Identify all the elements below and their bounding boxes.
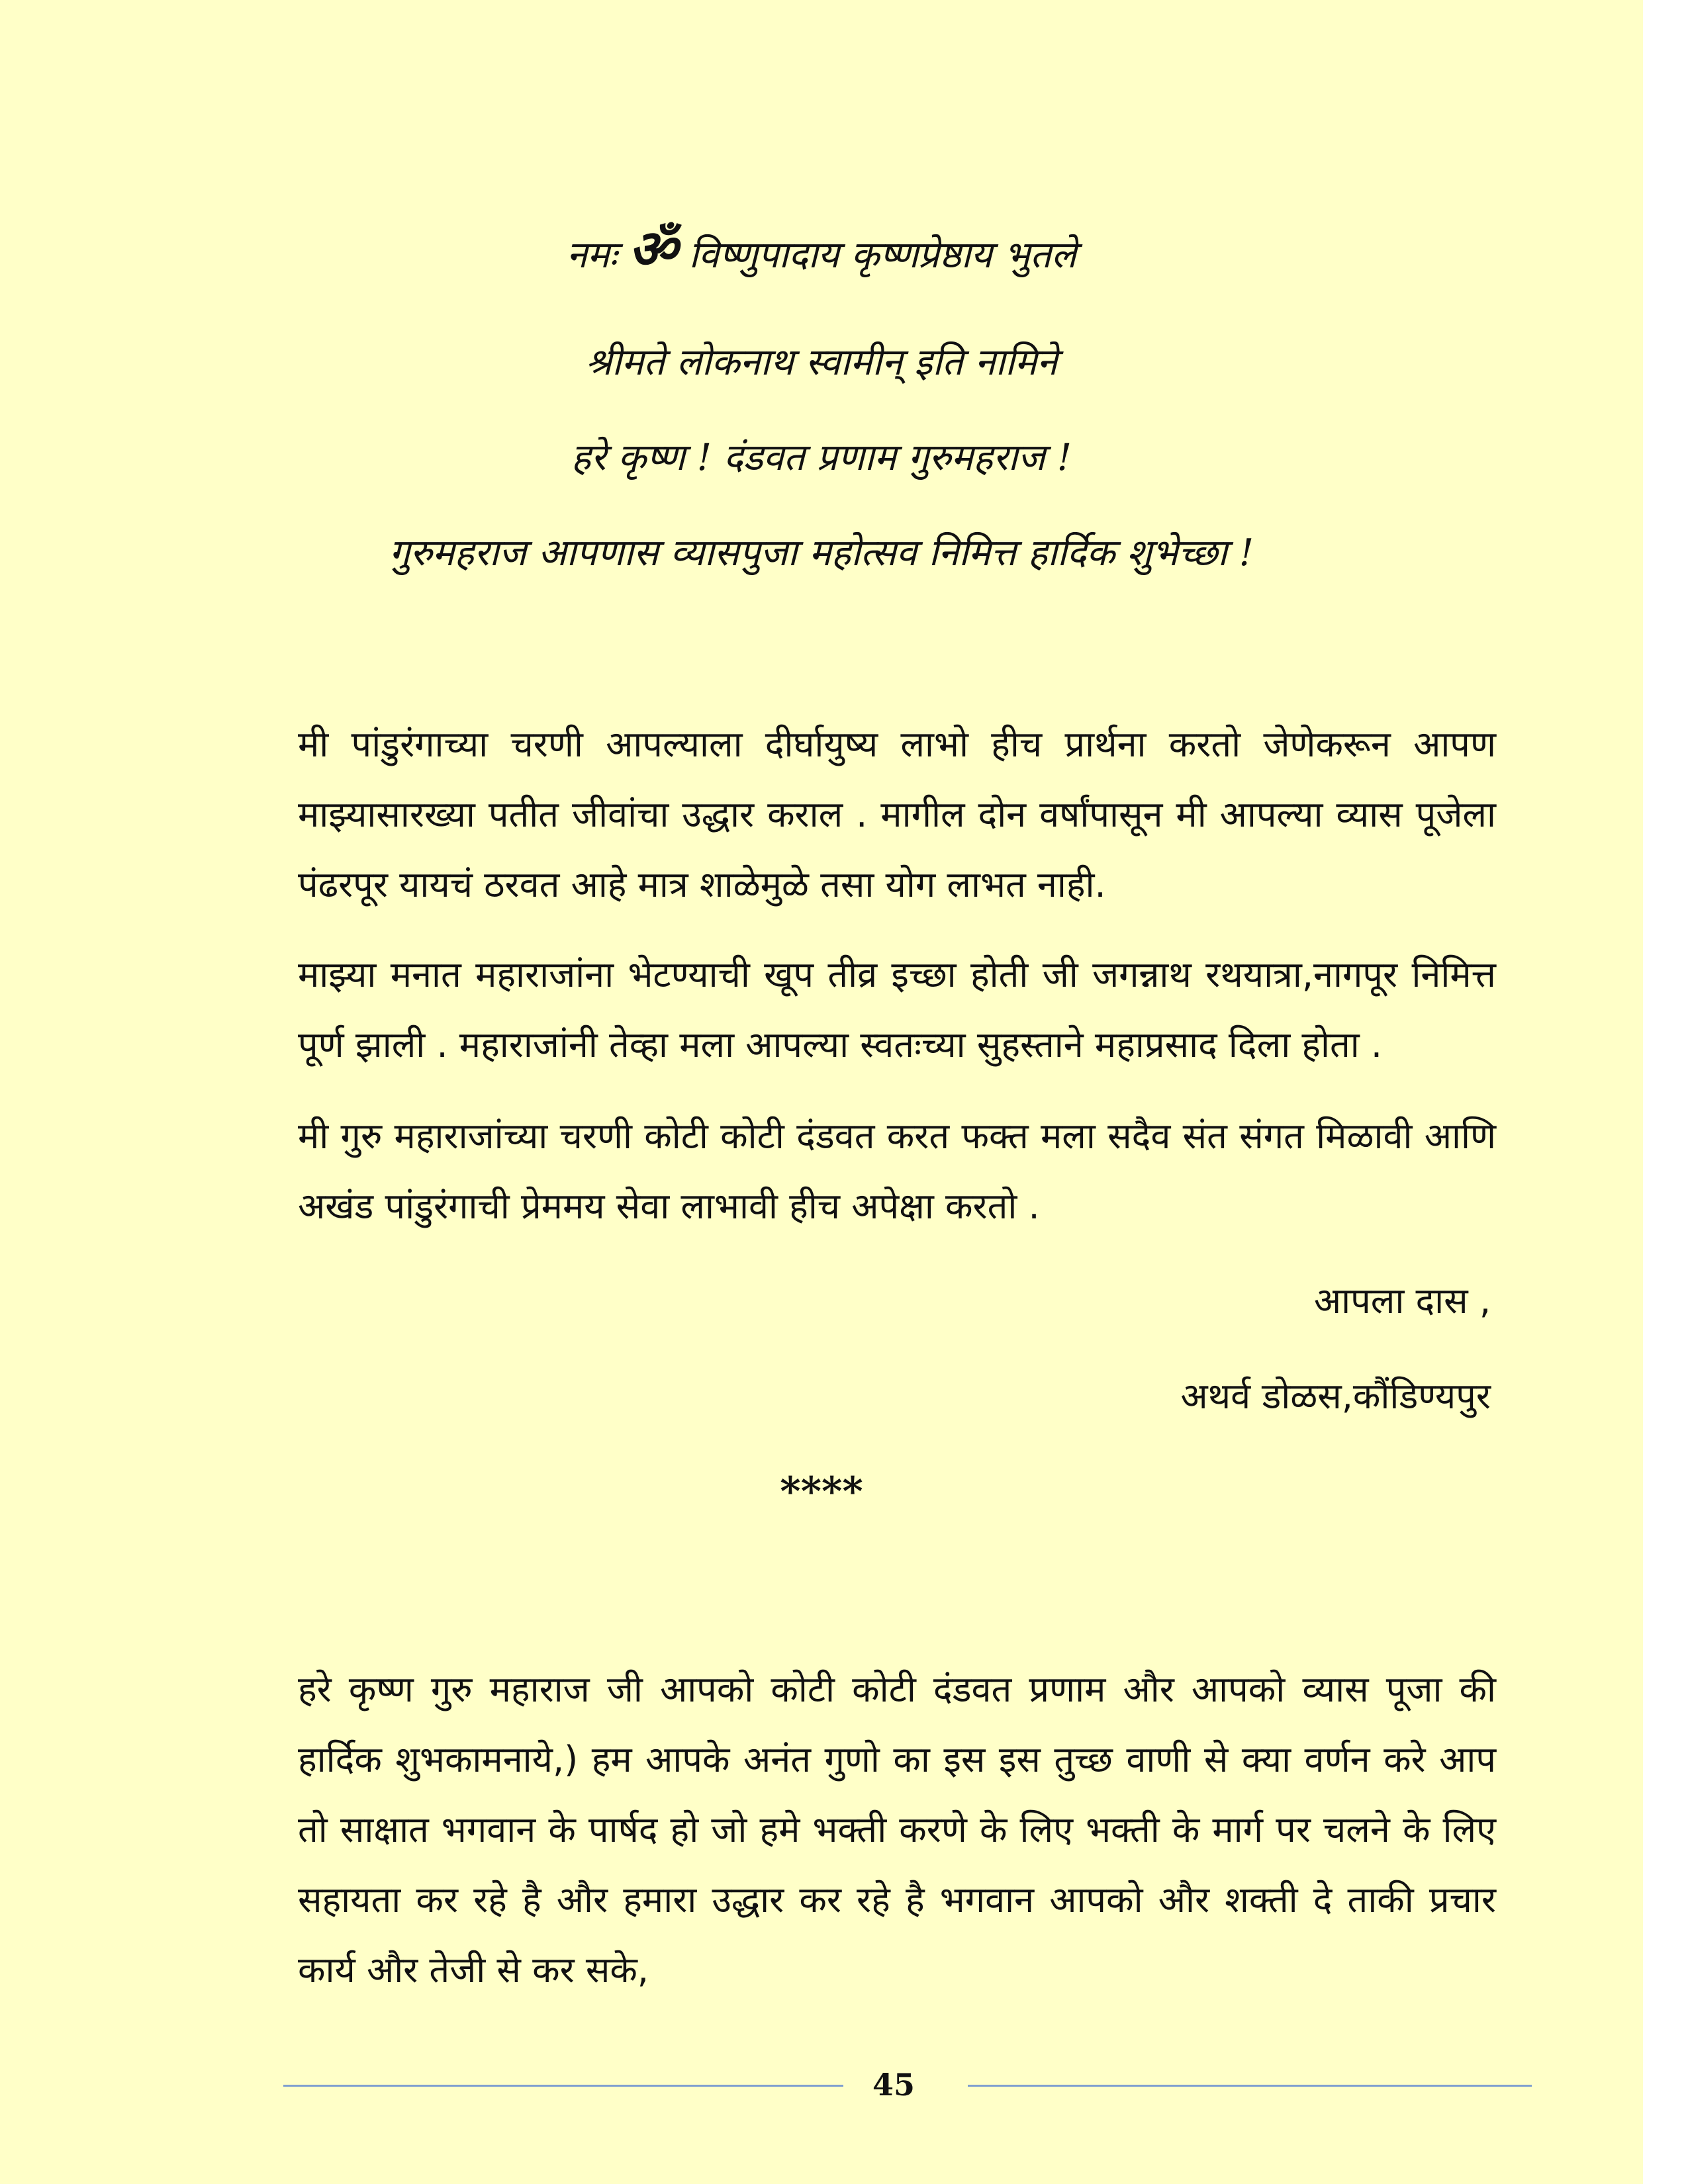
invocation-vishnupadaya: विष्णुपादाय कृष्णप्रेष्ठाय भुतले xyxy=(688,234,1076,277)
invocation-namah: नमः xyxy=(567,234,617,277)
signoff-author: अथर्व डोळस,कौंडिण्यपुर xyxy=(1180,1375,1491,1417)
invocation-line-1 xyxy=(0,218,1643,282)
om-symbol: ॐ xyxy=(628,218,677,280)
marathi-paragraph-3: मी गुरु महाराजांच्या चरणी कोटी कोटी दंडवत करत फक्त मला सदैव संत संगत मिळावी आणि अखंड पांडुरंगाची प्रेममय सेवा लाभावी हीच अपेक्षा करतो . xyxy=(298,1115,1496,1227)
invocation-line-2: श्रीमते लोकनाथ स्वामीन् इति नामिने xyxy=(585,341,1058,384)
marathi-paragraph-1: मी पांडुरंगाच्या चरणी आपल्याला दीर्घायुष्य लाभो हीच प्रार्थना करतो जेणेकरून आपण माझ्यासारख्या पतीत जीवांचा उद्धार कराल . मागील दोन वर्षांपासून मी आपल्या व्यास पूजेला पंढरपूर यायचं ठरवत आहे मात्र शाळेमुळे तसा योग लाभत नाही. xyxy=(298,723,1496,905)
page-number: 45 xyxy=(872,2067,915,2103)
footer-rule-right xyxy=(968,2085,1532,2087)
signoff-aapla-das: आपला दास , xyxy=(1313,1280,1491,1322)
section-separator: **** xyxy=(780,1469,863,1515)
marathi-paragraph-2: माझ्या मनात महाराजांना भेटण्याची खूप तीव्र इच्छा होती जी जगन्नाथ रथयात्रा,नागपूर निमित्त पूर्ण झाली . महाराजांनी तेव्हा मला आपल्या स्वतःच्या सुहस्ताने महाप्रसाद दिला होता . xyxy=(298,954,1496,1066)
footer-rule-left xyxy=(283,2085,843,2087)
greeting-line: हरे कृष्ण ! दंडवत प्रणाम गुरुमहराज ! xyxy=(571,436,1072,479)
hindi-paragraph: हरे कृष्ण गुरु महाराज जी आपको कोटी कोटी दंडवत प्रणाम और आपको व्यास पूजा की हार्दिक शुभकामनाये,) हम आपके अनंत गुणो का इस इस तुच्छ वाणी से क्या वर्णन करे आप तो साक्षात भगवान के पार्षद हो जो हमे भक्ती करणे के लिए भक्ती के मार्ग पर चलने के लिए सहायता कर रहे है और हमारा उद्धार कर रहे है भगवान आपको और शक्ती दे ताकी प्रचार कार्य और तेजी से कर सके, xyxy=(298,1668,1496,1991)
wishes-line: गुरुमहराज आपणास व्यासपुजा महोत्सव निमित्त हार्दिक शुभेच्छा ! xyxy=(389,531,1254,574)
